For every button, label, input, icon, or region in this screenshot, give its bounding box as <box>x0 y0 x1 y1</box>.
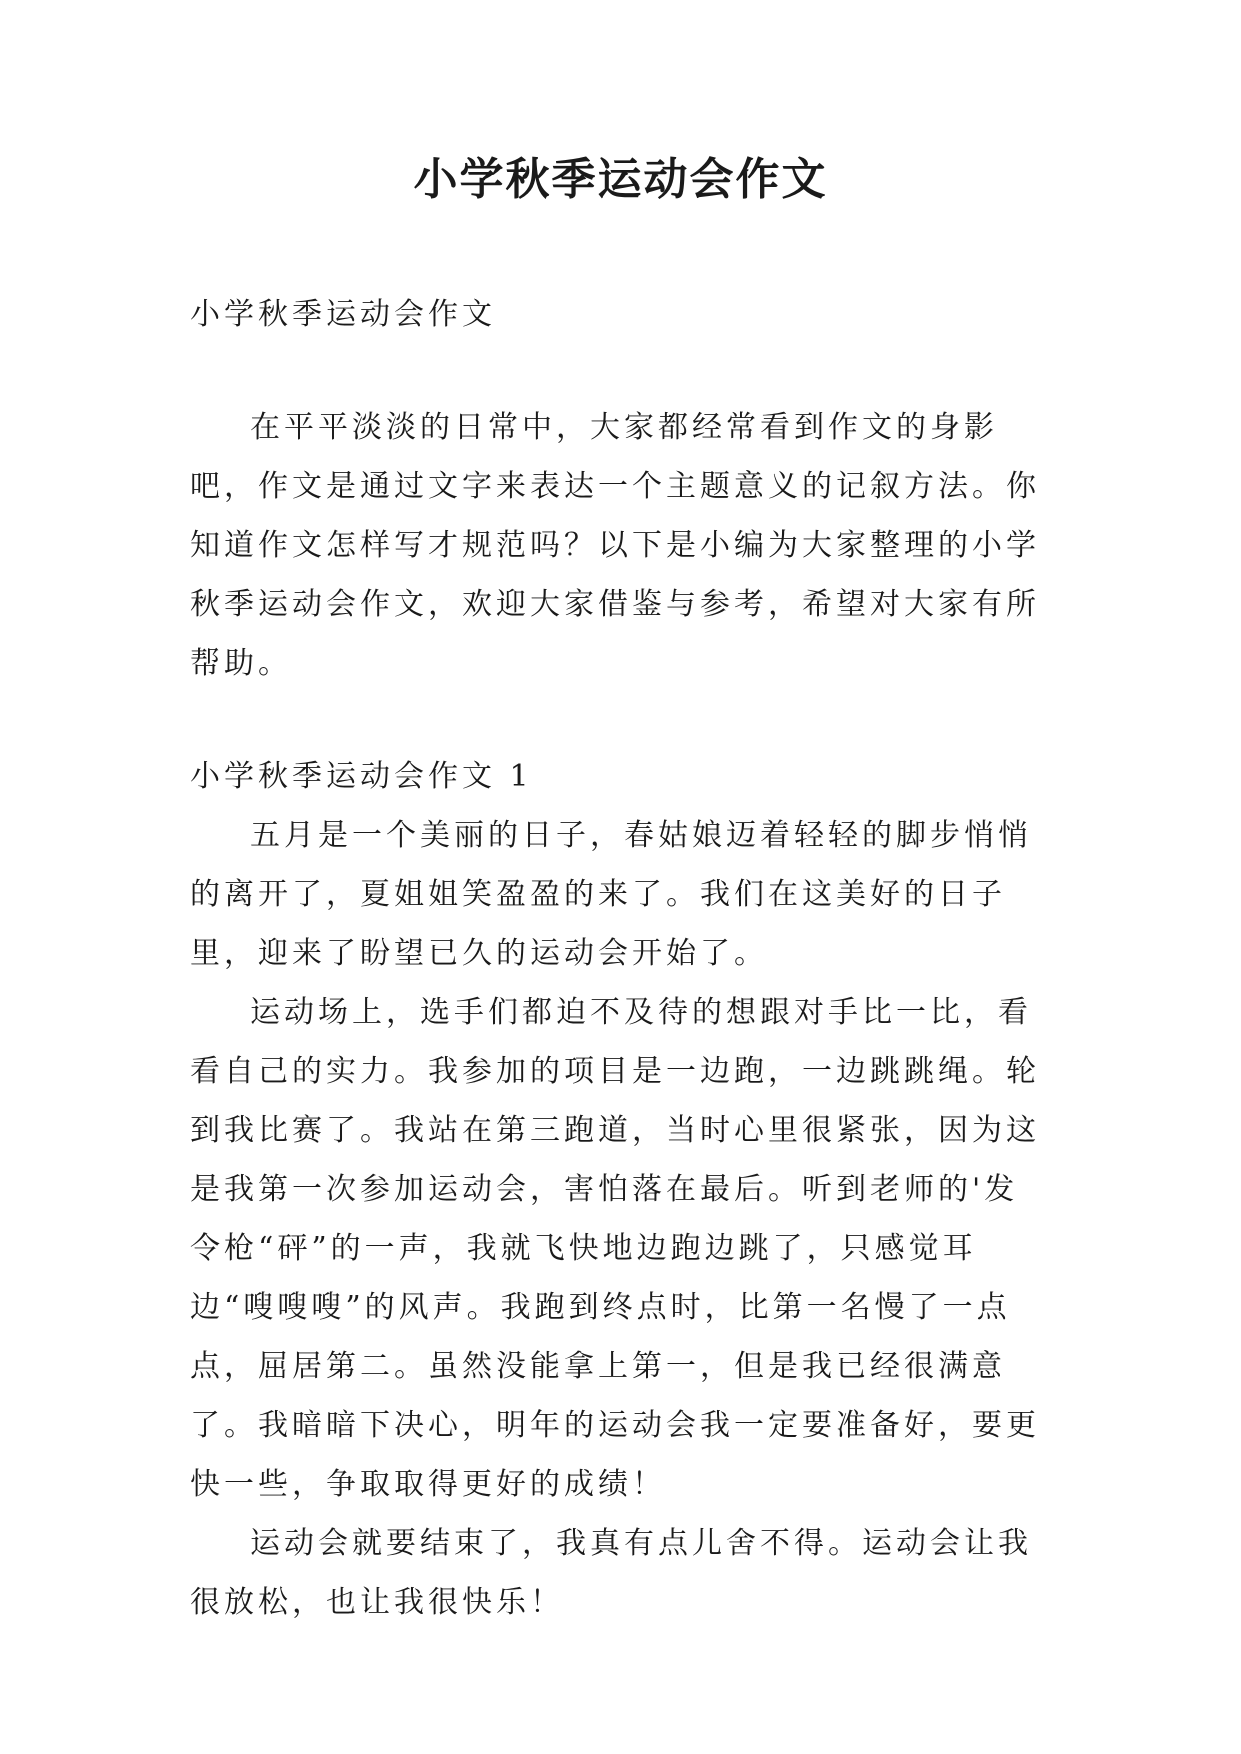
body-paragraph: 五月是一个美丽的日子，春姑娘迈着轻轻的脚步悄悄的离开了，夏姐姐笑盈盈的来了。我们在这美好的日子里，迎来了盼望已久的运动会开始了。 <box>190 818 1032 971</box>
intro-paragraph: 在平平淡淡的日常中，大家都经常看到作文的身影吧，作文是通过文字来表达一个主题意义的记叙方法。你知道作文怎样写才规范吗？以下是小编为大家整理的小学秋季运动会作文，欢迎大家借鉴与参考，希望对大家有所帮助。 <box>190 410 1040 681</box>
section-heading: 小学秋季运动会作文 1 <box>190 759 533 794</box>
document-title: 小学秋季运动会作文 <box>413 154 828 205</box>
body-paragraph: 运动会就要结束了，我真有点儿舍不得。运动会让我很放松，也让我很快乐！ <box>190 1526 1032 1620</box>
document-subtitle: 小学秋季运动会作文 <box>190 297 496 332</box>
document-body <box>190 285 1052 1632</box>
body-paragraph: 运动场上，选手们都迫不及待的想跟对手比一比，看看自己的实力。我参加的项目是一边跑，一边跳跳绳。轮到我比赛了。我站在第三跑道，当时心里很紧张，因为这是我第一次参加运动会，害怕落在最后。听到老师的'发令枪“砰”的一声，我就飞快地边跑边跳了，只感觉耳边“嗖嗖嗖”的风声。我跑到终点时，比第一名慢了一点点，屈居第二。虽然没能拿上第一，但是我已经很满意了。我暗暗下决心，明年的运动会我一定要准备好，要更快一些，争取取得更好的成绩！ <box>190 995 1040 1502</box>
